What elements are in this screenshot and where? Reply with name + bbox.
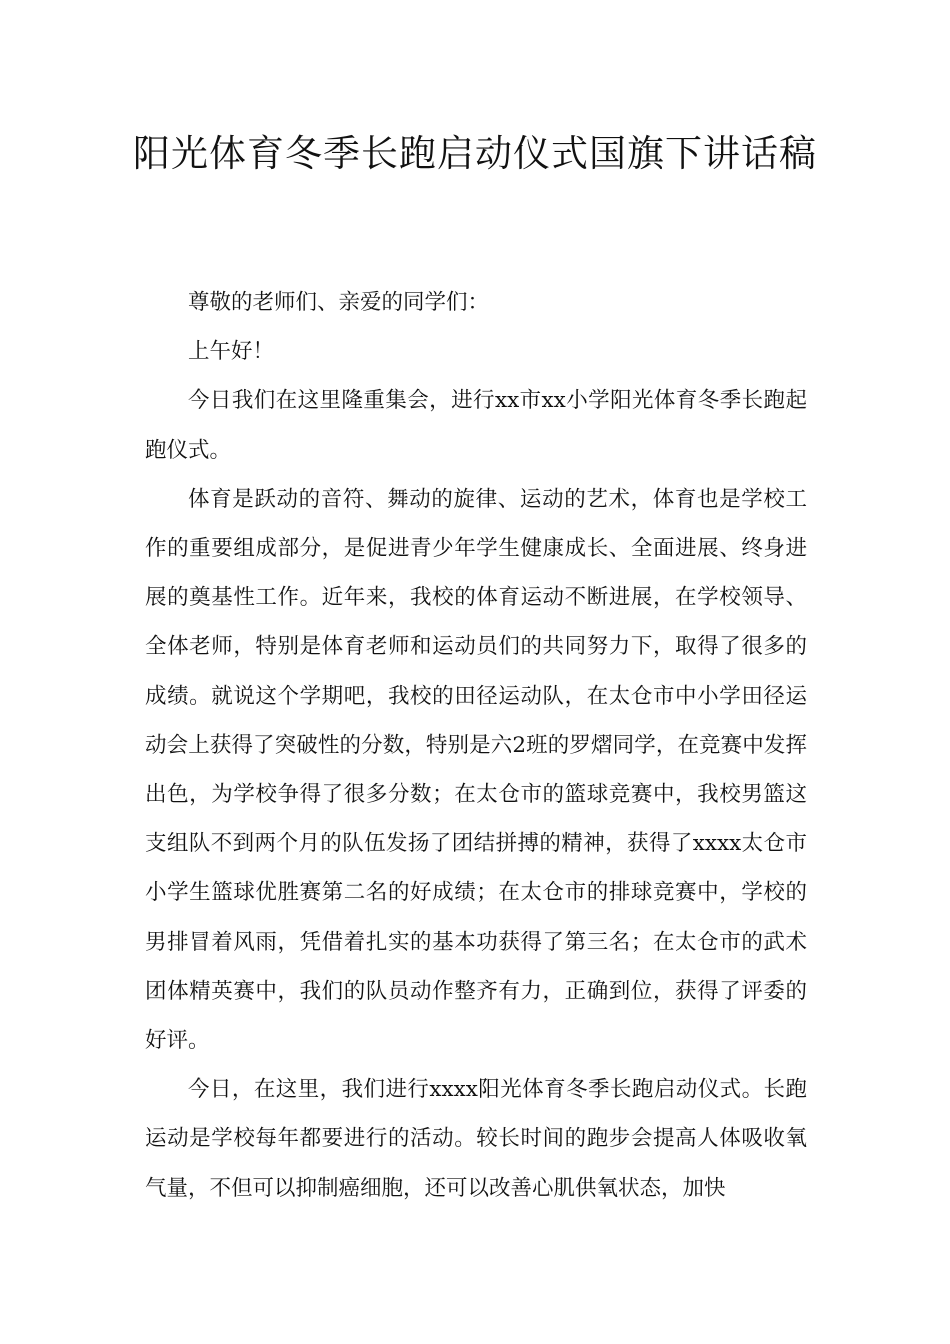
document-body (145, 278, 807, 1213)
paragraph-salutation: 尊敬的老师们、亲爱的同学们： (188, 290, 490, 315)
document-title: 阳光体育冬季长跑启动仪式国旗下讲话稿 (133, 132, 817, 175)
paragraph-opening: 今日我们在这里隆重集会，进行xx市xx小学阳光体育冬季长跑起跑仪式。 (145, 388, 807, 463)
paragraph-achievements: 体育是跃动的音符、舞动的旋律、运动的艺术，体育也是学校工作的重要组成部分，是促进青少年学生健康成长、全面进展、终身进展的奠基性工作。近年来，我校的体育运动不断进展，在学校领导、全体老师，特别是体育老师和运动员们的共同努力下，取得了很多的成绩。就说这个学期吧，我校的田径运动队，在太仓市中小学田径运动会上获得了突破性的分数，特别是六2班的罗熠同学，在竞赛中发挥出色，为学校争得了很多分数；在太仓市的篮球竞赛中，我校男篮这支组队不到两个月的队伍发扬了团结拼搏的精神，获得了xxxx太仓市小学生篮球优胜赛第二名的好成绩；在太仓市的排球竞赛中，学校的男排冒着风雨，凭借着扎实的基本功获得了第三名；在太仓市的武术团体精英赛中，我们的队员动作整齐有力，正确到位，获得了评委的好评。 (145, 486, 807, 1054)
paragraph-greeting: 上午好！ (188, 339, 275, 365)
paragraph-long-run: 今日，在这里，我们进行xxxx阳光体育冬季长跑启动仪式。长跑运动是学校每年都要进行的活动。较长时间的跑步会提高人体吸收氧气量，不但可以抑制癌细胞，还可以改善心肌供氧状态，加快 (145, 1077, 807, 1201)
